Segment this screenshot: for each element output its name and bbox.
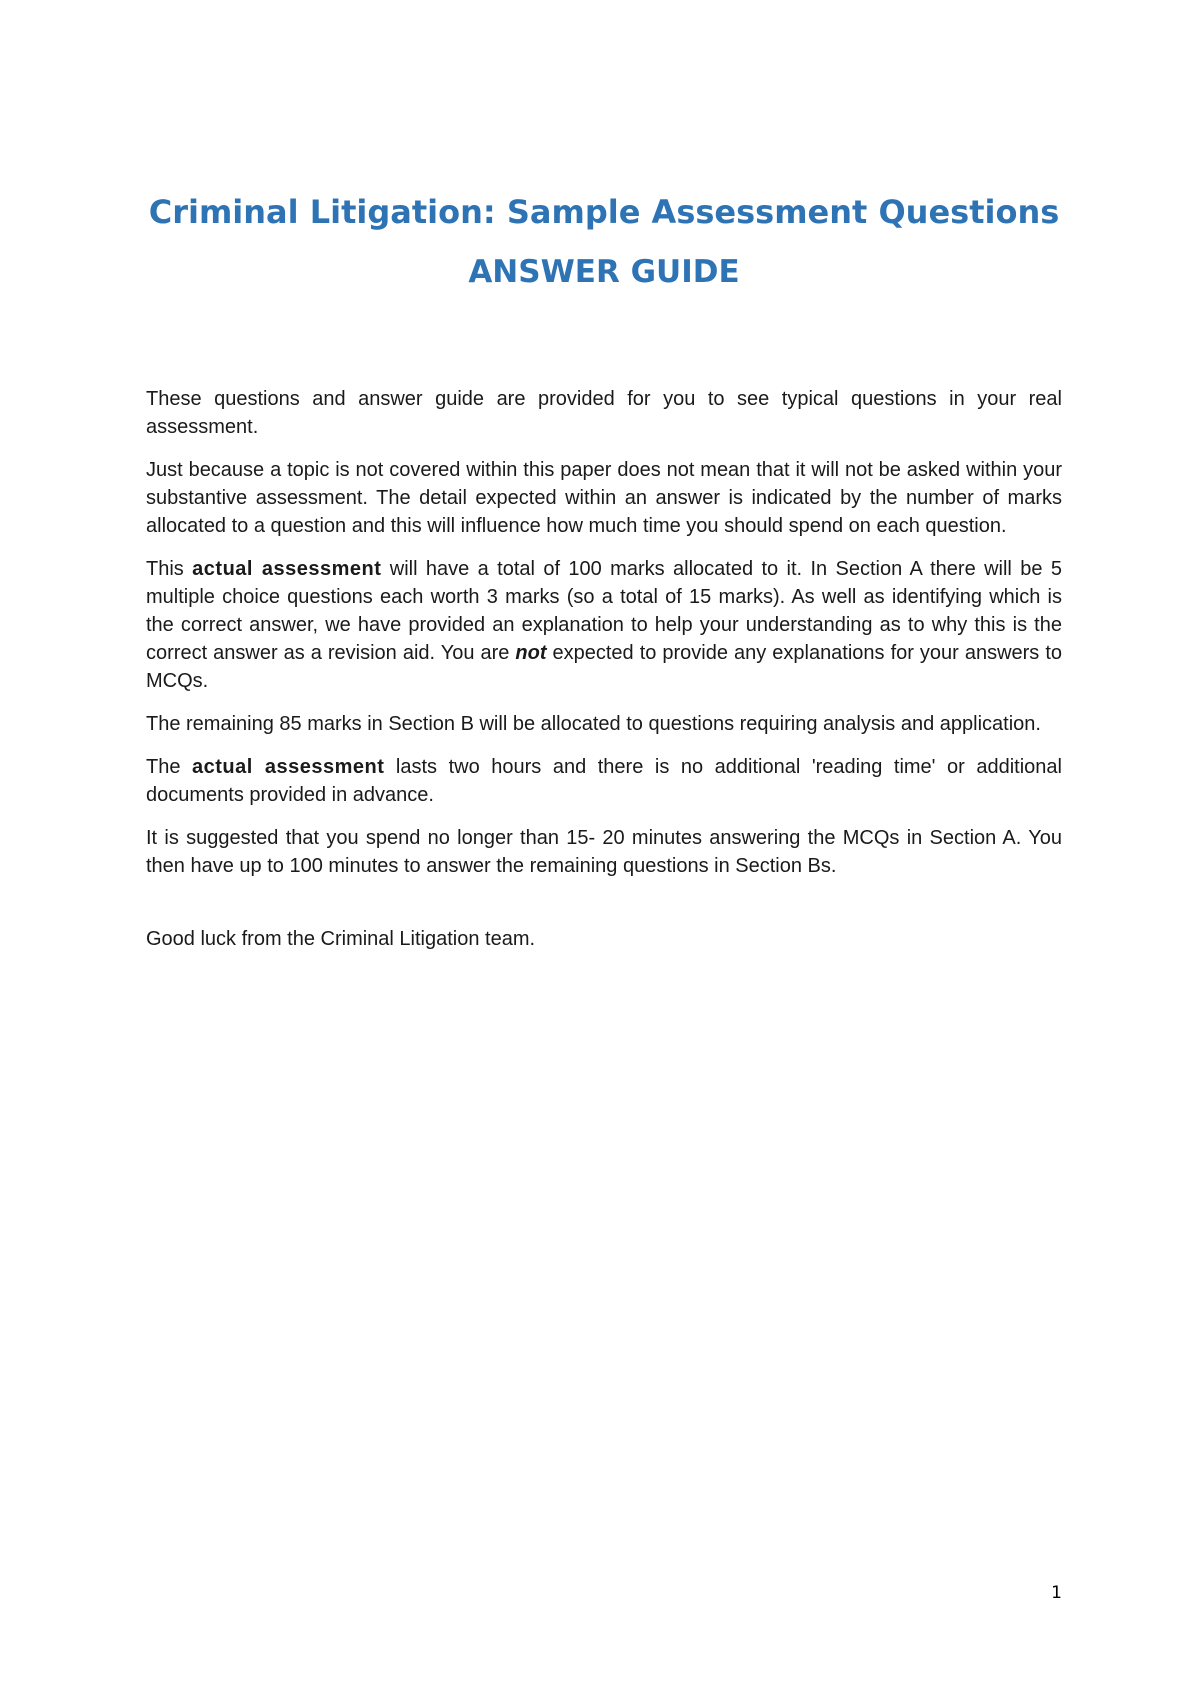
title-block [146,192,1062,292]
document-title: Criminal Litigation: Sample Assessment Questions [148,193,1060,231]
paragraph-duration-lead: The [146,756,193,778]
paragraph-marks-mid: will have a total of 100 marks allocated to it. In Section A there will be 5 multiple choice questions each worth 3 marks (so a total of 15 marks). As well as identifying which is the correct answer, we have provided an explanation to help your understanding as to why this is the correct answer as a revision aid. You are [146,558,1062,664]
signoff: Good luck from the Criminal Litigation team. [146,928,536,950]
paragraph-marks [146,555,1062,695]
paragraph-timing: It is suggested that you spend no longer than 15- 20 minutes answering the MCQs in Section A. You then have up to 100 minutes to answer the remaining questions in Section Bs. [146,827,1062,877]
paragraph-duration-strong: actual assessment [192,756,385,778]
page-number: 1 [1051,1583,1062,1603]
paragraph-duration [146,753,1062,809]
body-text [146,385,1062,968]
paragraph-marks-strong: actual assessment [192,558,382,580]
paragraph-marks-emphasis: not [515,642,547,664]
paragraph-marks-tail: expected to provide any explanations for your answers to MCQs. [146,642,1063,692]
paragraph-section-b: The remaining 85 marks in Section B will be allocated to questions requiring analysis and application. [146,713,1041,735]
paragraph-duration-tail: lasts two hours and there is no additional 'reading time' or additional documents provided in advance. [146,756,1062,806]
paragraph-intro: These questions and answer guide are provided for you to see typical questions in your real assessment. [146,388,1062,438]
paragraph-topics: Just because a topic is not covered within this paper does not mean that it will not be asked within your substantive assessment. The detail expected within an answer is indicated by the number of marks allocated to a question and this will influence how much time you should spend on each question. [146,459,1062,537]
paragraph-marks-lead: This [146,558,193,580]
document-subtitle: ANSWER GUIDE [468,254,740,290]
